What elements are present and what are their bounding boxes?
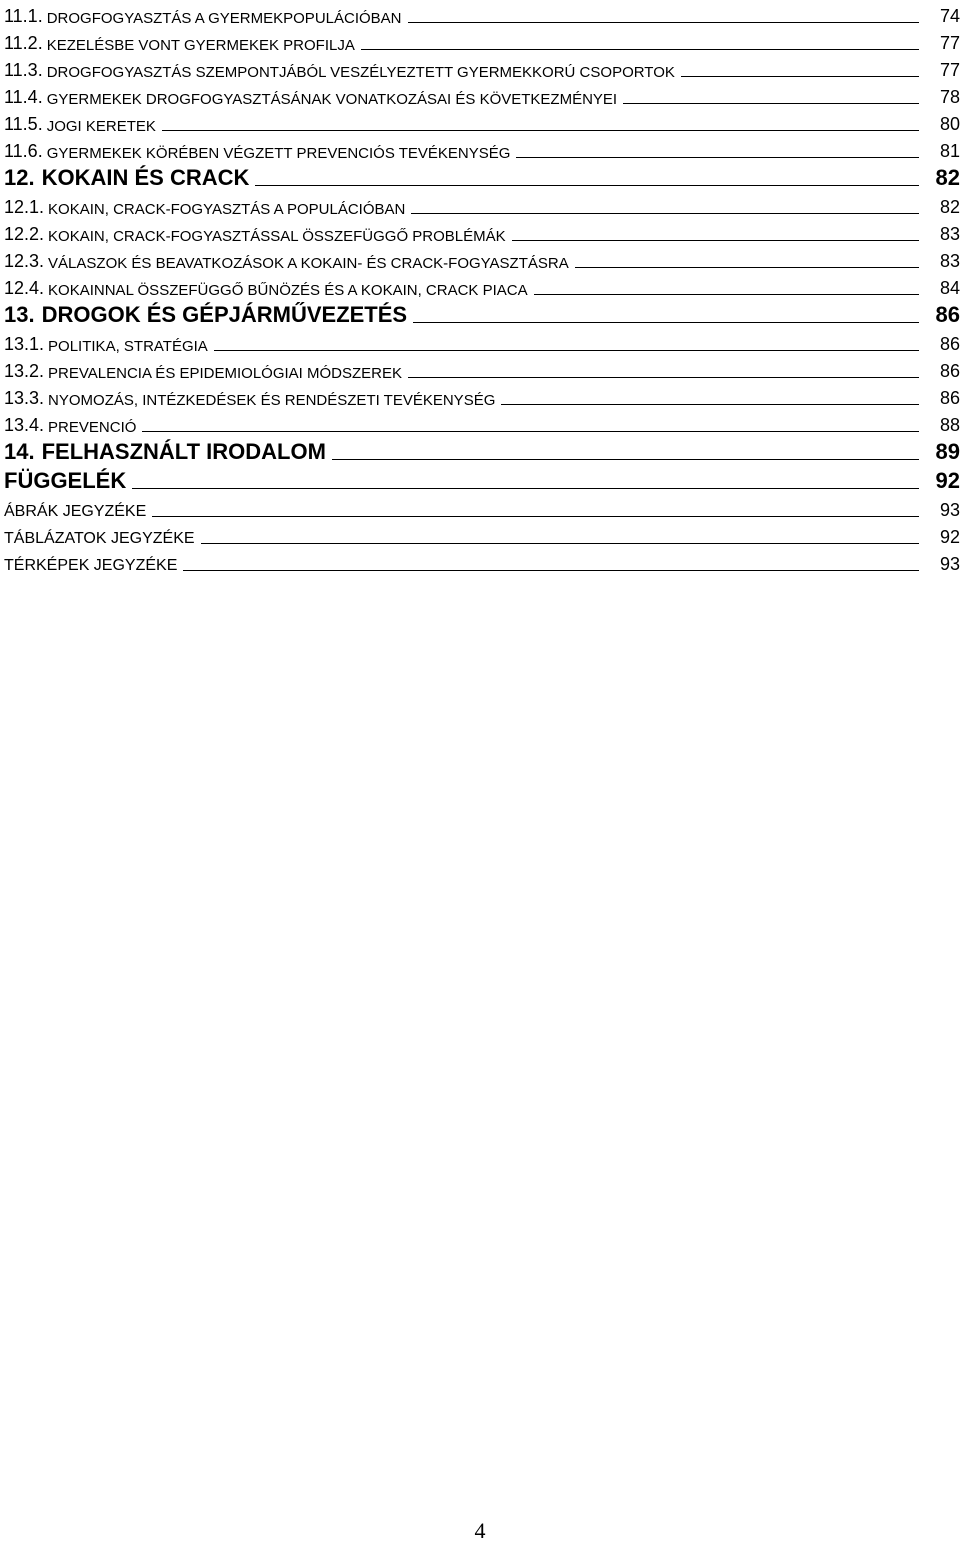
toc-leader-line — [201, 543, 919, 544]
toc-entry-title: FÜGGELÉK — [4, 468, 127, 493]
toc-entry-title: FELHASZNÁLT IRODALOM — [41, 439, 326, 464]
toc-entry-title: GYERMEKEK KÖRÉBEN VÉGZETT PREVENCIÓS TEVÉKENYSÉG — [46, 145, 511, 162]
toc-list-entry[interactable] — [4, 548, 960, 575]
toc-entry[interactable] — [4, 0, 960, 27]
toc-chapter-entry[interactable] — [4, 162, 960, 191]
toc-entry-number: 11.2. — [4, 33, 43, 53]
toc-entry-page: 83 — [939, 224, 960, 244]
toc-entry-page: 81 — [939, 141, 960, 161]
toc-entry-number: 13. — [4, 302, 35, 327]
toc-entry-page: 92 — [939, 527, 960, 547]
toc-leader-line — [408, 22, 919, 23]
toc-leader-line — [623, 103, 919, 104]
toc-entry[interactable] — [4, 54, 960, 81]
toc-list-entry[interactable] — [4, 521, 960, 548]
toc-entry[interactable] — [4, 81, 960, 108]
toc-entry-number: 14. — [4, 439, 35, 464]
toc-entry[interactable] — [4, 27, 960, 54]
toc-entry-title: KOKAIN ÉS CRACK — [41, 165, 250, 190]
toc-entry-number: 13.4. — [4, 415, 45, 435]
toc-leader-line — [132, 488, 919, 489]
toc-entry-page: 86 — [939, 388, 960, 408]
toc-entry-title: KOKAIN, CRACK-FOGYASZTÁSSAL ÖSSZEFÜGGŐ PROBLÉMÁK — [48, 228, 506, 245]
toc-leader-line — [162, 130, 919, 131]
toc-chapter-entry[interactable] — [4, 299, 960, 328]
toc-list-entry[interactable] — [4, 494, 960, 521]
toc-leader-line — [516, 157, 919, 158]
toc-entry-page: 82 — [935, 165, 960, 190]
toc-entry-title: DROGFOGYASZTÁS A GYERMEKPOPULÁCIÓBAN — [46, 10, 402, 27]
toc-entry-title: TÉRKÉPEK JEGYZÉKE — [4, 557, 178, 574]
toc-entry-page: 80 — [939, 114, 960, 134]
toc-entry-number: 11.6. — [4, 141, 43, 161]
toc-entry-number: 13.3. — [4, 388, 45, 408]
toc-entry-title: KOKAIN, CRACK-FOGYASZTÁS A POPULÁCIÓBAN — [48, 201, 406, 218]
toc-entry-page: 89 — [935, 439, 960, 464]
toc-entry-title: POLITIKA, STRATÉGIA — [48, 338, 208, 355]
toc-entry-title: ÁBRÁK JEGYZÉKE — [4, 503, 147, 520]
toc-entry[interactable] — [4, 108, 960, 135]
toc-entry-number: 13.1. — [4, 334, 45, 354]
toc-entry-number: 12.3. — [4, 251, 45, 271]
toc-entry-number: 12.2. — [4, 224, 45, 244]
toc-entry-title: VÁLASZOK ÉS BEAVATKOZÁSOK A KOKAIN- ÉS CRACK-FOGYASZTÁSRA — [48, 255, 569, 272]
toc-entry-page: 84 — [939, 278, 960, 298]
toc-entry-number: 11.3. — [4, 60, 43, 80]
toc-entry-title: JOGI KERETEK — [46, 118, 156, 135]
toc-entry-number: 12.4. — [4, 278, 45, 298]
toc-entry-page: 83 — [939, 251, 960, 271]
toc-entry[interactable] — [4, 409, 960, 436]
toc-entry[interactable] — [4, 328, 960, 355]
toc-entry[interactable] — [4, 272, 960, 299]
toc-entry-title: TÁBLÁZATOK JEGYZÉKE — [4, 530, 195, 547]
toc-leader-line — [575, 267, 919, 268]
toc-entry-number: 12. — [4, 165, 35, 190]
toc-entry-title: NYOMOZÁS, INTÉZKEDÉSEK ÉS RENDÉSZETI TEVÉKENYSÉG — [48, 392, 496, 409]
toc-leader-line — [534, 294, 919, 295]
toc-entry-page: 86 — [939, 361, 960, 381]
toc-entry-page: 93 — [939, 554, 960, 574]
toc-appendix-entry[interactable] — [4, 465, 960, 494]
toc-entry-page: 77 — [939, 33, 960, 53]
table-of-contents — [4, 0, 960, 575]
toc-entry-page: 86 — [939, 334, 960, 354]
toc-leader-line — [501, 404, 919, 405]
toc-entry-number: 11.5. — [4, 114, 43, 134]
toc-entry[interactable] — [4, 355, 960, 382]
page-number: 4 — [474, 1518, 486, 1543]
toc-entry-page: 88 — [939, 415, 960, 435]
toc-leader-line — [152, 516, 919, 517]
toc-entry-page: 74 — [939, 6, 960, 26]
toc-leader-line — [681, 76, 919, 77]
toc-leader-line — [214, 350, 919, 351]
toc-entry[interactable] — [4, 135, 960, 162]
toc-leader-line — [413, 322, 919, 323]
toc-entry[interactable] — [4, 191, 960, 218]
toc-entry-number: 13.2. — [4, 361, 45, 381]
toc-entry-number: 11.1. — [4, 6, 43, 26]
toc-leader-line — [361, 49, 919, 50]
toc-entry-number: 12.1. — [4, 197, 45, 217]
toc-entry-title: PREVENCIÓ — [48, 419, 137, 436]
toc-leader-line — [255, 185, 919, 186]
toc-entry-title: GYERMEKEK DROGFOGYASZTÁSÁNAK VONATKOZÁSAI ÉS KÖVETKEZMÉNYEI — [46, 91, 618, 108]
toc-leader-line — [408, 377, 919, 378]
toc-entry-number: 11.4. — [4, 87, 43, 107]
toc-leader-line — [512, 240, 919, 241]
toc-entry-page: 86 — [935, 302, 960, 327]
toc-entry[interactable] — [4, 245, 960, 272]
toc-entry-title: PREVALENCIA ÉS EPIDEMIOLÓGIAI MÓDSZEREK — [48, 365, 403, 382]
toc-entry-page: 78 — [939, 87, 960, 107]
toc-entry-title: KOKAINNAL ÖSSZEFÜGGŐ BŰNÖZÉS ÉS A KOKAIN, CRACK PIACA — [48, 282, 528, 299]
toc-leader-line — [332, 459, 919, 460]
toc-entry-page: 82 — [939, 197, 960, 217]
toc-entry-page: 77 — [939, 60, 960, 80]
toc-entry-title: DROGOK ÉS GÉPJÁRMŰVEZETÉS — [41, 302, 408, 327]
toc-leader-line — [411, 213, 919, 214]
toc-entry[interactable] — [4, 218, 960, 245]
toc-entry-title: KEZELÉSBE VONT GYERMEKEK PROFILJA — [46, 37, 355, 54]
toc-chapter-entry[interactable] — [4, 436, 960, 465]
toc-leader-line — [142, 431, 919, 432]
toc-entry-page: 93 — [939, 500, 960, 520]
toc-entry-title: DROGFOGYASZTÁS SZEMPONTJÁBÓL VESZÉLYEZTETT GYERMEKKORÚ CSOPORTOK — [46, 64, 675, 81]
toc-entry[interactable] — [4, 382, 960, 409]
toc-entry-page: 92 — [935, 468, 960, 493]
toc-leader-line — [183, 570, 919, 571]
